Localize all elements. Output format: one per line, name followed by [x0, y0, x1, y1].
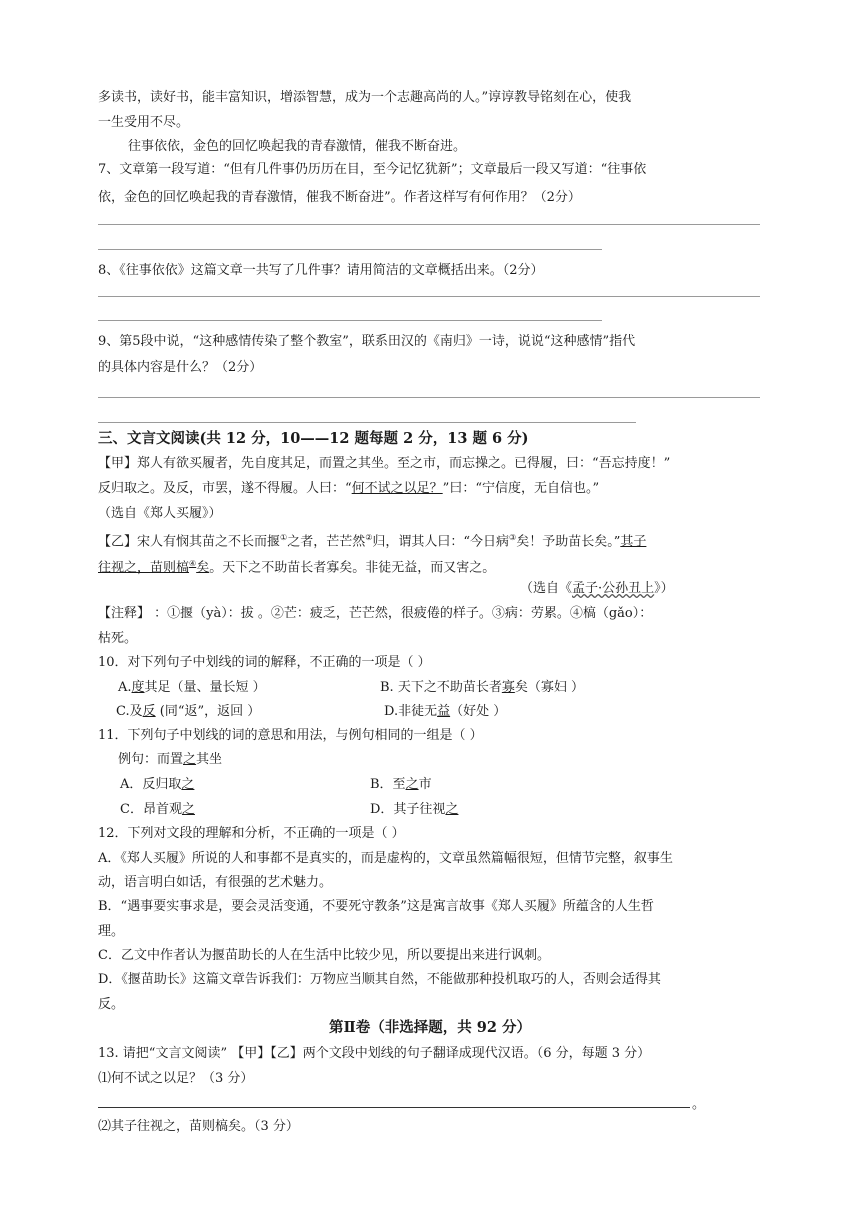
question-10-stem: 10．对下列句子中划线的词的解释，不正确的一项是（ ） — [98, 655, 431, 670]
footnote-marker: ④ — [189, 559, 197, 568]
passage-yi-source: （选自《孟子·公孙丑上》） — [520, 581, 674, 596]
text-segment: 归，谓其人曰：“今日病 — [372, 534, 510, 550]
option-c[interactable]: C.及反 (同“返”，返回 ） — [116, 704, 261, 719]
text-segment: 反归取之。及反，市罢，遂不得履。人曰：“ — [98, 481, 352, 496]
answer-line[interactable] — [98, 422, 636, 423]
option-b[interactable]: B．“遇事要实事求是，要会灵活变通，不要死守教条”这是寓言故事《郑人买履》所蕴含的人生哲 — [98, 899, 654, 914]
footnote-marker: ③ — [509, 533, 517, 542]
option-a[interactable]: A.度其足（量、量长短 ） — [118, 680, 266, 695]
notes-line: 枯死。 — [98, 631, 138, 646]
passage-line: 多读书，读好书，能丰富知识，增添智慧，成为一个志趣高尚的人。”谆谆教导铭刻在心，使我 — [98, 90, 632, 105]
question-11-stem: 11．下列句子中划线的词的意思和用法，与例句相同的一组是（ ） — [98, 728, 483, 743]
book-title: 孟子·公孙丑上 — [572, 581, 655, 596]
option-a-cont: 动，语言明白如话，有很强的艺术魅力。 — [98, 875, 333, 890]
part-2-title: 第Ⅱ卷（非选择题，共 92 分） — [329, 1019, 531, 1036]
footnote-marker: ② — [365, 533, 373, 542]
option-b[interactable]: B. 天下之不助苗长者寡矣（寡妇 ） — [380, 680, 584, 695]
answer-line[interactable] — [98, 397, 760, 398]
text-segment: 矣！予助苗长矣。” — [516, 534, 621, 550]
text-segment: 。天下之不助苗长者寡矣。非徒无益，而又害之。 — [209, 560, 496, 576]
answer-line[interactable] — [98, 224, 760, 225]
option-d[interactable]: D．《揠苗助长》这篇文章告诉我们：万物应当顺其自然，不能做那种投机取巧的人，否则会适得其 — [98, 972, 661, 987]
answer-line[interactable] — [98, 320, 602, 321]
passage-yi-line — [98, 529, 646, 551]
answer-line[interactable] — [98, 296, 760, 297]
question-12-stem: 12．下列对文段的理解和分析，不正确的一项是（ ） — [98, 826, 405, 841]
passage-yi-line — [98, 555, 495, 577]
underlined-sentence: 何不试之以足？ — [351, 481, 443, 496]
passage-jia-line: 【甲】郑人有欲买履者，先自度其足，而置之其坐。至之市，而忘操之。已得履，曰：“吾忘持度！” — [98, 456, 671, 471]
underlined-sentence: 矣 — [196, 560, 210, 576]
answer-line[interactable] — [98, 1107, 690, 1108]
text-segment: 【乙】宋人有悯其苗之不长而揠 — [98, 534, 281, 550]
footnote-marker: ① — [280, 533, 288, 542]
passage-jia-source: （选自《郑人买履》） — [98, 506, 222, 521]
passage-jia-line — [98, 480, 599, 498]
text-segment: ”曰：“宁信度，无自信也。” — [442, 481, 600, 496]
question-8-line: 8、《往事依依》这篇文章一共写了几件事？请用简洁的文章概括出来。（2分） — [98, 263, 544, 278]
option-c[interactable]: C．昂首观之 — [120, 802, 195, 817]
option-c[interactable]: C．乙文中作者认为揠苗助长的人在生活中比较少见，所以要提出来进行讽刺。 — [98, 948, 550, 963]
question-13-sub-2: ⑵其子往视之，苗则槁矣。（3 分） — [98, 1119, 299, 1134]
option-d-cont: 反。 — [98, 997, 125, 1012]
question-7-line: 依，金色的回忆唤起我的青春激情，催我不断奋进”。作者这样写有何作用？（2分） — [98, 190, 581, 205]
option-d[interactable]: D.非徒无益（好处 ） — [384, 704, 507, 719]
passage-line: 一生受用不尽。 — [98, 115, 190, 130]
text-segment: 之者，芒芒然 — [287, 534, 366, 550]
option-b[interactable]: B．至之市 — [370, 777, 432, 792]
option-b-cont: 理。 — [98, 924, 125, 939]
question-9-line: 的具体内容是什么？（2分） — [98, 360, 263, 375]
question-13-sub-1: ⑴何不试之以足？（3 分） — [98, 1071, 254, 1086]
period-mark: 。 — [692, 1097, 706, 1112]
underlined-sentence: 往视之，苗则槁 — [98, 560, 190, 576]
underlined-sentence: 其子 — [620, 534, 647, 550]
question-7-line: 7、文章第一段写道：“但有几件事仍历历在目，至今记忆犹新”；文章最后一段又写道：“往事依 — [98, 162, 647, 177]
option-a[interactable]: A．反归取之 — [120, 777, 195, 792]
answer-line[interactable] — [98, 249, 602, 250]
option-a[interactable]: A．《郑人买履》所说的人和事都不是真实的，而是虚构的，文章虽然篇幅很短，但情节完整，叙事生 — [98, 851, 673, 866]
example-sentence: 例句：而置之其坐 — [118, 752, 223, 767]
passage-line: 往事依依，金色的回忆唤起我的青春激情，催我不断奋进。 — [128, 139, 467, 154]
question-13-stem: 13. 请把“文言文阅读” 【甲】【乙】两个文段中划线的句子翻译成现代汉语。（6 分，每题 3 分） — [98, 1046, 651, 1061]
notes-line: 【注释】 ：①揠（yà）：拔 。②芒：疲乏，芒芒然，很疲倦的样子。③病：劳累。④槁（gǎo）： — [98, 606, 653, 621]
question-9-line: 9、第5段中说，“这种感情传染了整个教室”，联系田汉的《南归》一诗，说说“这种感情”指代 — [98, 334, 636, 349]
section-3-title: 三、文言文阅读(共 12 分，10——12 题每题 2 分，13 题 6 分) — [98, 430, 529, 447]
option-d[interactable]: D．其子往视之 — [370, 802, 459, 817]
